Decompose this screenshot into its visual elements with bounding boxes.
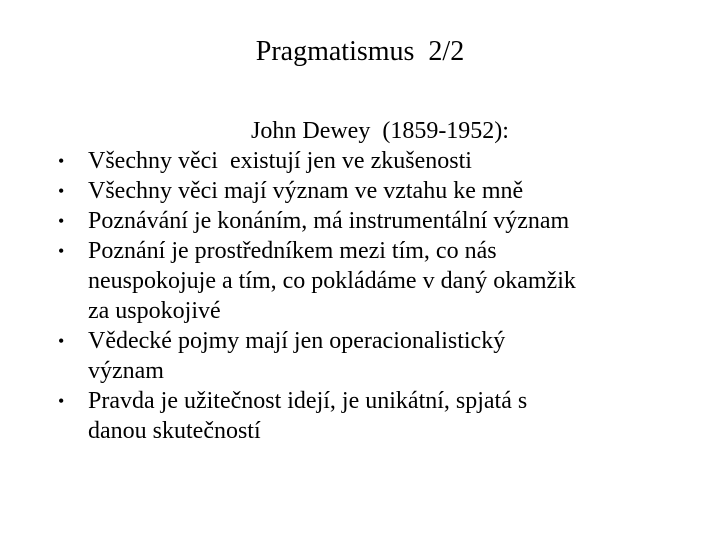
bullet-text: Vědecké pojmy mají jen operacionalistický [88,328,506,354]
bullet-icon: • [58,211,65,231]
bullet-text-continued: za uspokojivé [88,298,221,324]
bullet-text: Všechny věci existují jen ve zkušenosti [88,148,472,174]
slide-title: Pragmatismus 2/2 [255,36,465,67]
bullet-item [58,176,672,206]
bullet-item [58,236,672,326]
bullet-icon: • [58,241,65,261]
bullet-item [58,326,672,386]
slide-body [58,116,672,446]
slide-subtitle: John Dewey (1859-1952): [251,118,509,144]
bullet-text: Poznávání je konáním, má instrumentální význam [88,208,570,234]
bullet-icon: • [58,331,65,351]
bullet-icon: • [58,151,65,171]
bullet-text-continued: význam [88,358,164,384]
bullet-text-continued: neuspokojuje a tím, co pokládáme v daný okamžik [88,268,576,294]
bullet-text: Pravda je užitečnost idejí, je unikátní, spjatá s [88,388,528,414]
bullet-text-continued: danou skutečností [88,418,261,444]
bullet-text: Poznání je prostředníkem mezi tím, co nás [88,238,497,264]
bullet-icon: • [58,181,65,201]
bullet-icon: • [58,391,65,411]
bullet-item [58,146,672,176]
bullet-text: Všechny věci mají význam ve vztahu ke mně [88,178,524,204]
bullet-item [58,386,672,446]
bullet-list [58,146,672,446]
bullet-item [58,206,672,236]
